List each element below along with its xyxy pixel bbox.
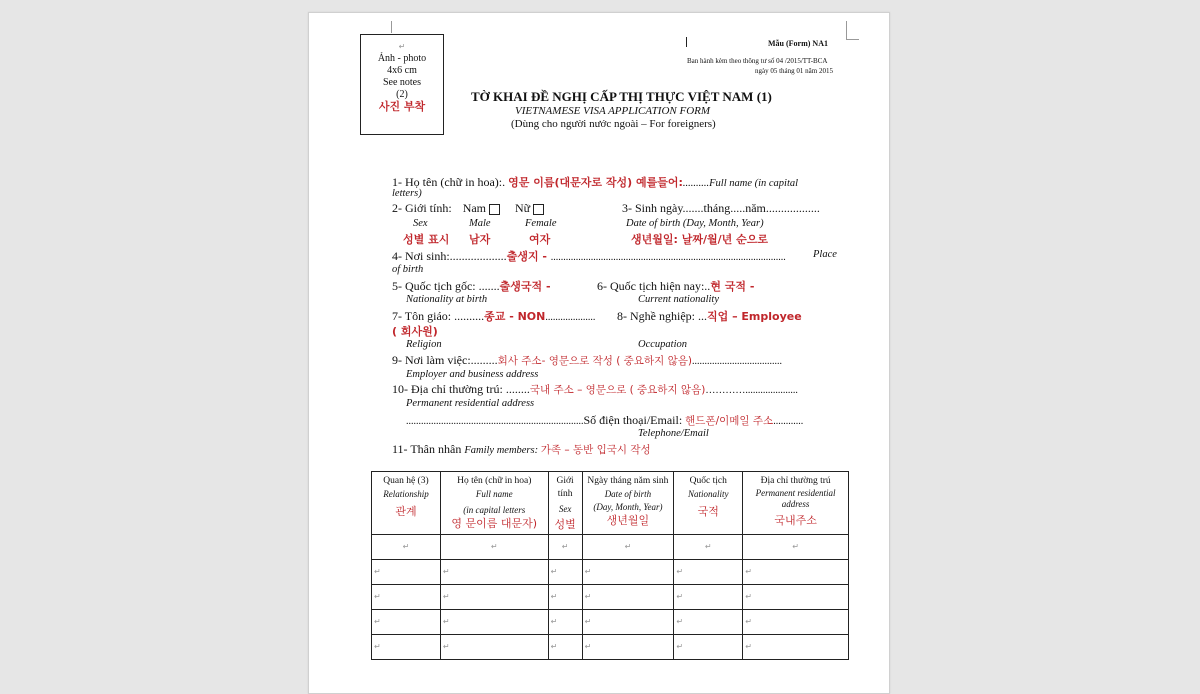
- paragraph-mark: ↵: [676, 592, 684, 601]
- paragraph-mark: ↵: [374, 617, 381, 626]
- paragraph-mark: ↵: [550, 567, 558, 576]
- header-full-name: Họ tên (chữ in hoa) Full name (in capital letters 영 문이름 대문자): [440, 472, 548, 535]
- cell-sex[interactable]: [548, 635, 582, 660]
- cell-sex[interactable]: [548, 585, 582, 610]
- field-permanent-address[interactable]: [392, 382, 798, 397]
- pob-korean: 출생지 -: [506, 250, 551, 263]
- header-date-of-birth: Ngày tháng năm sinh Date of birth (Day, Month, Year) 생년월일: [582, 472, 674, 535]
- family-korean: 가족 – 동반 입국시 작성: [540, 444, 651, 456]
- cell-date-of-birth[interactable]: [582, 610, 674, 635]
- field-current-nationality[interactable]: [597, 278, 754, 294]
- field-place-of-birth[interactable]: [392, 248, 786, 264]
- cell-relationship[interactable]: [372, 585, 441, 610]
- text-cursor: [686, 37, 687, 47]
- female-korean: 여자: [529, 233, 551, 246]
- cell-date-of-birth[interactable]: [582, 585, 674, 610]
- address-korean: 국내 주소 – 영문으로 ( 중요하지 않음): [529, 384, 706, 396]
- issued-line-2: ngày 05 tháng 01 năm 2015: [755, 67, 833, 75]
- cell-address[interactable]: [743, 560, 849, 585]
- table-header-row: [372, 472, 849, 535]
- cell-address[interactable]: [743, 535, 849, 560]
- table-row: [372, 610, 849, 635]
- male-en: Male: [469, 218, 491, 229]
- sex-korean: 성별 표시: [403, 233, 450, 246]
- family-en: Family members:: [464, 445, 541, 456]
- family-label: 11- Thân nhân: [392, 442, 465, 456]
- occupation-en: Occupation: [638, 339, 687, 350]
- employer-korean: 회사 주소- 영문으로 작성 ( 중요하지 않음): [497, 355, 692, 367]
- paragraph-mark: ↵: [550, 592, 558, 601]
- paragraph-mark: ↵: [442, 567, 450, 576]
- paragraph-mark: ↵: [374, 567, 381, 576]
- field-religion[interactable]: [392, 308, 595, 324]
- paragraph-mark: ↵: [442, 592, 450, 601]
- field-occupation[interactable]: [617, 308, 802, 324]
- paragraph-mark: ↵: [490, 542, 498, 551]
- phone-en: Telephone/Email: [638, 428, 709, 439]
- table-row: [372, 535, 849, 560]
- table-row: [372, 560, 849, 585]
- phone-label: Số điện thoại/Email:: [583, 413, 686, 427]
- occupation-korean-cont: ( 회사원): [392, 325, 438, 338]
- paragraph-mark: ↵: [792, 542, 799, 551]
- subtitle: (Dùng cho người nước ngoài – For foreigners): [511, 118, 716, 130]
- family-members-table: [371, 471, 849, 660]
- cell-relationship[interactable]: [372, 610, 441, 635]
- religion-en: Religion: [406, 339, 442, 350]
- field-employer[interactable]: [392, 353, 782, 368]
- paragraph-mark: ↵: [550, 642, 558, 651]
- title-english: VIETNAMESE VISA APPLICATION FORM: [515, 105, 711, 117]
- sex-label: 2- Giới tính:: [392, 201, 452, 215]
- cell-address[interactable]: [743, 635, 849, 660]
- field-date-of-birth[interactable]: 3- Sinh ngày.......tháng.....năm..................: [622, 201, 820, 215]
- cell-full-name[interactable]: [440, 585, 548, 610]
- field-phone-email[interactable]: [406, 413, 803, 428]
- full-name-english: ..........Full name (in capital: [682, 178, 799, 189]
- cell-nationality[interactable]: [674, 635, 743, 660]
- paragraph-mark: ↵: [584, 567, 592, 576]
- cell-date-of-birth[interactable]: [582, 635, 674, 660]
- paragraph-mark: ↵: [745, 567, 752, 576]
- cell-relationship[interactable]: [372, 560, 441, 585]
- crop-mark-left: [391, 21, 392, 33]
- cell-sex[interactable]: [548, 560, 582, 585]
- cell-date-of-birth[interactable]: [582, 535, 674, 560]
- male-korean: 남자: [469, 233, 491, 246]
- pob-en: Place: [813, 249, 837, 260]
- nat-birth-korean: 출생국적 -: [499, 280, 551, 293]
- paragraph-mark: ↵: [704, 542, 712, 551]
- full-name-english-cont: letters): [392, 188, 422, 199]
- cur-nat-en: Current nationality: [638, 294, 719, 305]
- phone-dots-end: ............: [773, 416, 804, 427]
- table-row: [372, 635, 849, 660]
- cell-address[interactable]: [743, 610, 849, 635]
- pob-dots: ..............................................................................................: [550, 252, 786, 263]
- paragraph-mark: ↵: [676, 617, 684, 626]
- occupation-label: 8- Nghề nghiệp: ...: [617, 309, 707, 323]
- cell-full-name[interactable]: [440, 535, 548, 560]
- cell-full-name[interactable]: [440, 610, 548, 635]
- cell-nationality[interactable]: [674, 535, 743, 560]
- cell-address[interactable]: [743, 585, 849, 610]
- male-checkbox[interactable]: [489, 204, 500, 215]
- phone-korean: 핸드폰/이메일 주소: [685, 415, 774, 427]
- cell-nationality[interactable]: [674, 610, 743, 635]
- cell-sex[interactable]: [548, 535, 582, 560]
- cell-full-name[interactable]: [440, 635, 548, 660]
- paragraph-mark: ↵: [745, 617, 752, 626]
- address-en: Permanent residential address: [406, 398, 535, 409]
- photo-korean: 사진 부착: [378, 100, 426, 113]
- field-full-name[interactable]: [392, 174, 798, 190]
- phone-dots: .......................................................................: [406, 416, 584, 427]
- paragraph-mark: ↵: [402, 542, 410, 551]
- cell-nationality[interactable]: [674, 585, 743, 610]
- photo-size: 4x6 cm: [387, 65, 417, 76]
- female-label: Nữ: [515, 201, 531, 215]
- header-sex: Giới tính Sex 성별: [548, 472, 582, 535]
- occupation-korean: 직업 – Employee: [706, 310, 802, 323]
- paragraph-mark: ↵: [676, 567, 684, 576]
- male-label: Nam: [462, 201, 487, 215]
- cell-relationship[interactable]: [372, 535, 441, 560]
- cell-nationality[interactable]: [674, 560, 743, 585]
- dob-korean: 생년월일: 날짜/월/년 순으로: [631, 233, 768, 246]
- religion-label: 7- Tôn giáo: ..........: [392, 309, 485, 323]
- title-vietnamese: TỜ KHAI ĐỀ NGHỊ CẤP THỊ THỰC VIỆT NAM (1): [471, 89, 772, 104]
- pob-en-cont: of birth: [392, 264, 424, 275]
- dob-en: Date of birth (Day, Month, Year): [626, 218, 764, 229]
- full-name-korean: 영문 이름(대문자로 작성) 예를들어:: [508, 176, 683, 189]
- form-code: Mẫu (Form) NA1: [768, 39, 828, 48]
- cur-nat-label: 6- Quốc tịch hiện nay:..: [597, 279, 711, 293]
- issued-line-1: Ban hành kèm theo thông tư số 04 /2015/TT-BCA: [687, 57, 828, 65]
- cell-relationship[interactable]: [372, 635, 441, 660]
- nat-birth-label: 5- Quốc tịch gốc: .......: [392, 279, 500, 293]
- paragraph-mark: ↵: [550, 617, 558, 626]
- field-nationality-birth[interactable]: [392, 278, 551, 294]
- photo-box: [360, 34, 444, 135]
- full-name-label: 1- Họ tên (chữ in hoa):.: [392, 175, 506, 189]
- cur-nat-korean: 현 국적 -: [710, 280, 755, 293]
- paragraph-mark: ↵: [442, 617, 450, 626]
- sex-en: Sex: [413, 218, 428, 229]
- paragraph-mark: ↵: [561, 542, 569, 551]
- address-dots: ………….....................: [705, 385, 798, 396]
- paragraph-mark: ↵: [374, 592, 381, 601]
- employer-en: Employer and business address: [406, 369, 539, 380]
- nat-birth-en: Nationality at birth: [406, 294, 488, 305]
- paragraph-mark: ↵: [584, 592, 592, 601]
- paragraph-mark: ↵: [398, 42, 406, 51]
- employer-label: 9- Nơi làm việc:.........: [392, 353, 498, 367]
- photo-note-number: (2): [396, 89, 408, 100]
- header-relationship: Quan hệ (3) Relationship 관계: [372, 472, 441, 535]
- paragraph-mark: ↵: [745, 642, 752, 651]
- address-label: 10- Địa chỉ thường trú: ........: [392, 382, 530, 396]
- cell-date-of-birth[interactable]: [582, 560, 674, 585]
- paragraph-mark: ↵: [676, 642, 684, 651]
- header-address: Địa chỉ thường trú Permanent residential address 국내주소: [743, 472, 849, 535]
- document-page[interactable]: [308, 12, 890, 694]
- female-checkbox[interactable]: [533, 204, 544, 215]
- pob-label: 4- Nơi sinh:...................: [392, 249, 507, 263]
- paragraph-mark: ↵: [374, 642, 381, 651]
- female-en: Female: [525, 218, 557, 229]
- religion-korean: 종교 - NON: [484, 310, 546, 323]
- photo-label: Ảnh - photo: [377, 53, 427, 64]
- photo-notes: See notes: [382, 77, 422, 88]
- header-nationality: Quốc tịch Nationality 국적: [674, 472, 743, 535]
- paragraph-mark: ↵: [584, 617, 592, 626]
- paragraph-mark: ↵: [442, 642, 450, 651]
- paragraph-mark: ↵: [624, 542, 632, 551]
- religion-dots: ....................: [545, 312, 596, 323]
- paragraph-mark: ↵: [584, 642, 592, 651]
- crop-mark-right: [846, 21, 859, 40]
- table-row: [372, 585, 849, 610]
- field-family-members: [392, 442, 651, 457]
- paragraph-mark: ↵: [745, 592, 752, 601]
- field-sex: [392, 201, 544, 216]
- employer-dots: ....................................: [691, 356, 782, 367]
- cell-full-name[interactable]: [440, 560, 548, 585]
- cell-sex[interactable]: [548, 610, 582, 635]
